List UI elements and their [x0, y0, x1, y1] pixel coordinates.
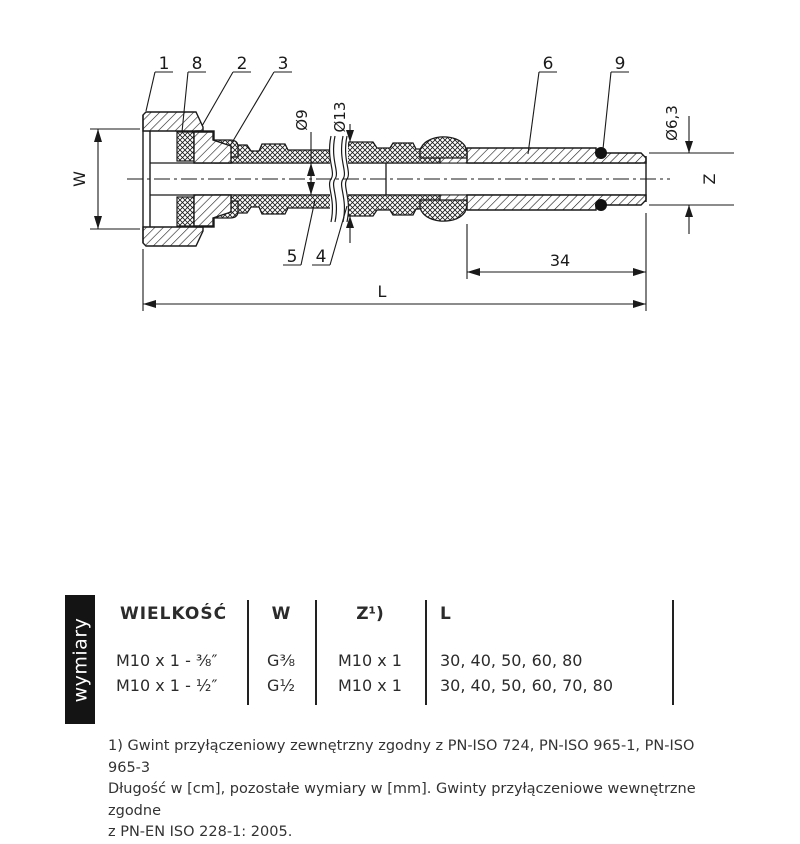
dimensions-table: [100, 595, 680, 720]
table-row-cell: 30, 40, 50, 60, 80: [440, 651, 583, 670]
callout-2: 2: [236, 54, 248, 74]
callout-4: 4: [315, 247, 327, 267]
dim-d13-label: Ø13: [331, 101, 349, 133]
callout-5: 5: [286, 247, 298, 267]
dim-d63-label: Ø6,3: [663, 105, 681, 141]
footnote-line-3: z PN-EN ISO 228-1: 2005.: [108, 824, 293, 840]
washer-section: [177, 132, 194, 161]
header-w: W: [271, 604, 291, 624]
dim-d9-label: Ø9: [293, 109, 311, 131]
header-z: Z¹): [356, 604, 384, 624]
table-row-cell: M10 x 1: [338, 651, 402, 670]
dim-z-label: Z: [700, 173, 719, 185]
dim-w-label: W: [70, 171, 89, 187]
dim-l-label: L: [377, 282, 387, 301]
header-size: WIELKOŚĆ: [119, 604, 228, 624]
nipple-section: [194, 132, 231, 163]
footnote-line-1: 1) Gwint przyłączeniowy zewnętrzny zgodny z PN-ISO 724, PN-ISO 965-1, PN-ISO 965-3: [108, 738, 695, 776]
header-l: L: [440, 604, 451, 624]
table-row-cell: M10 x 1 - ⅜″: [116, 651, 218, 670]
callout-6: 6: [542, 54, 554, 74]
column-divider: [425, 600, 427, 705]
sidebar-wymiary: [65, 595, 95, 724]
table-row-cell: G⅜: [267, 651, 295, 670]
footnote-line-2: Długość w [cm], pozostałe wymiary w [mm]. Gwinty przyłączeniowe wewnętrzne zgodne: [108, 781, 696, 819]
callout-3: 3: [277, 54, 289, 74]
callout-1: 1: [158, 54, 170, 74]
sidebar-label: wymiary: [69, 617, 91, 702]
column-divider: [672, 600, 674, 705]
table-row-cell: M10 x 1 - ½″: [116, 676, 218, 695]
table-row-cell: G½: [267, 676, 295, 695]
callout-9: 9: [614, 54, 626, 74]
footnote: [108, 736, 728, 844]
callout-8: 8: [191, 54, 203, 74]
dim-34-label: 34: [549, 251, 571, 270]
table-row-cell: 30, 40, 50, 60, 70, 80: [440, 676, 614, 695]
table-row-cell: M10 x 1: [338, 676, 402, 695]
